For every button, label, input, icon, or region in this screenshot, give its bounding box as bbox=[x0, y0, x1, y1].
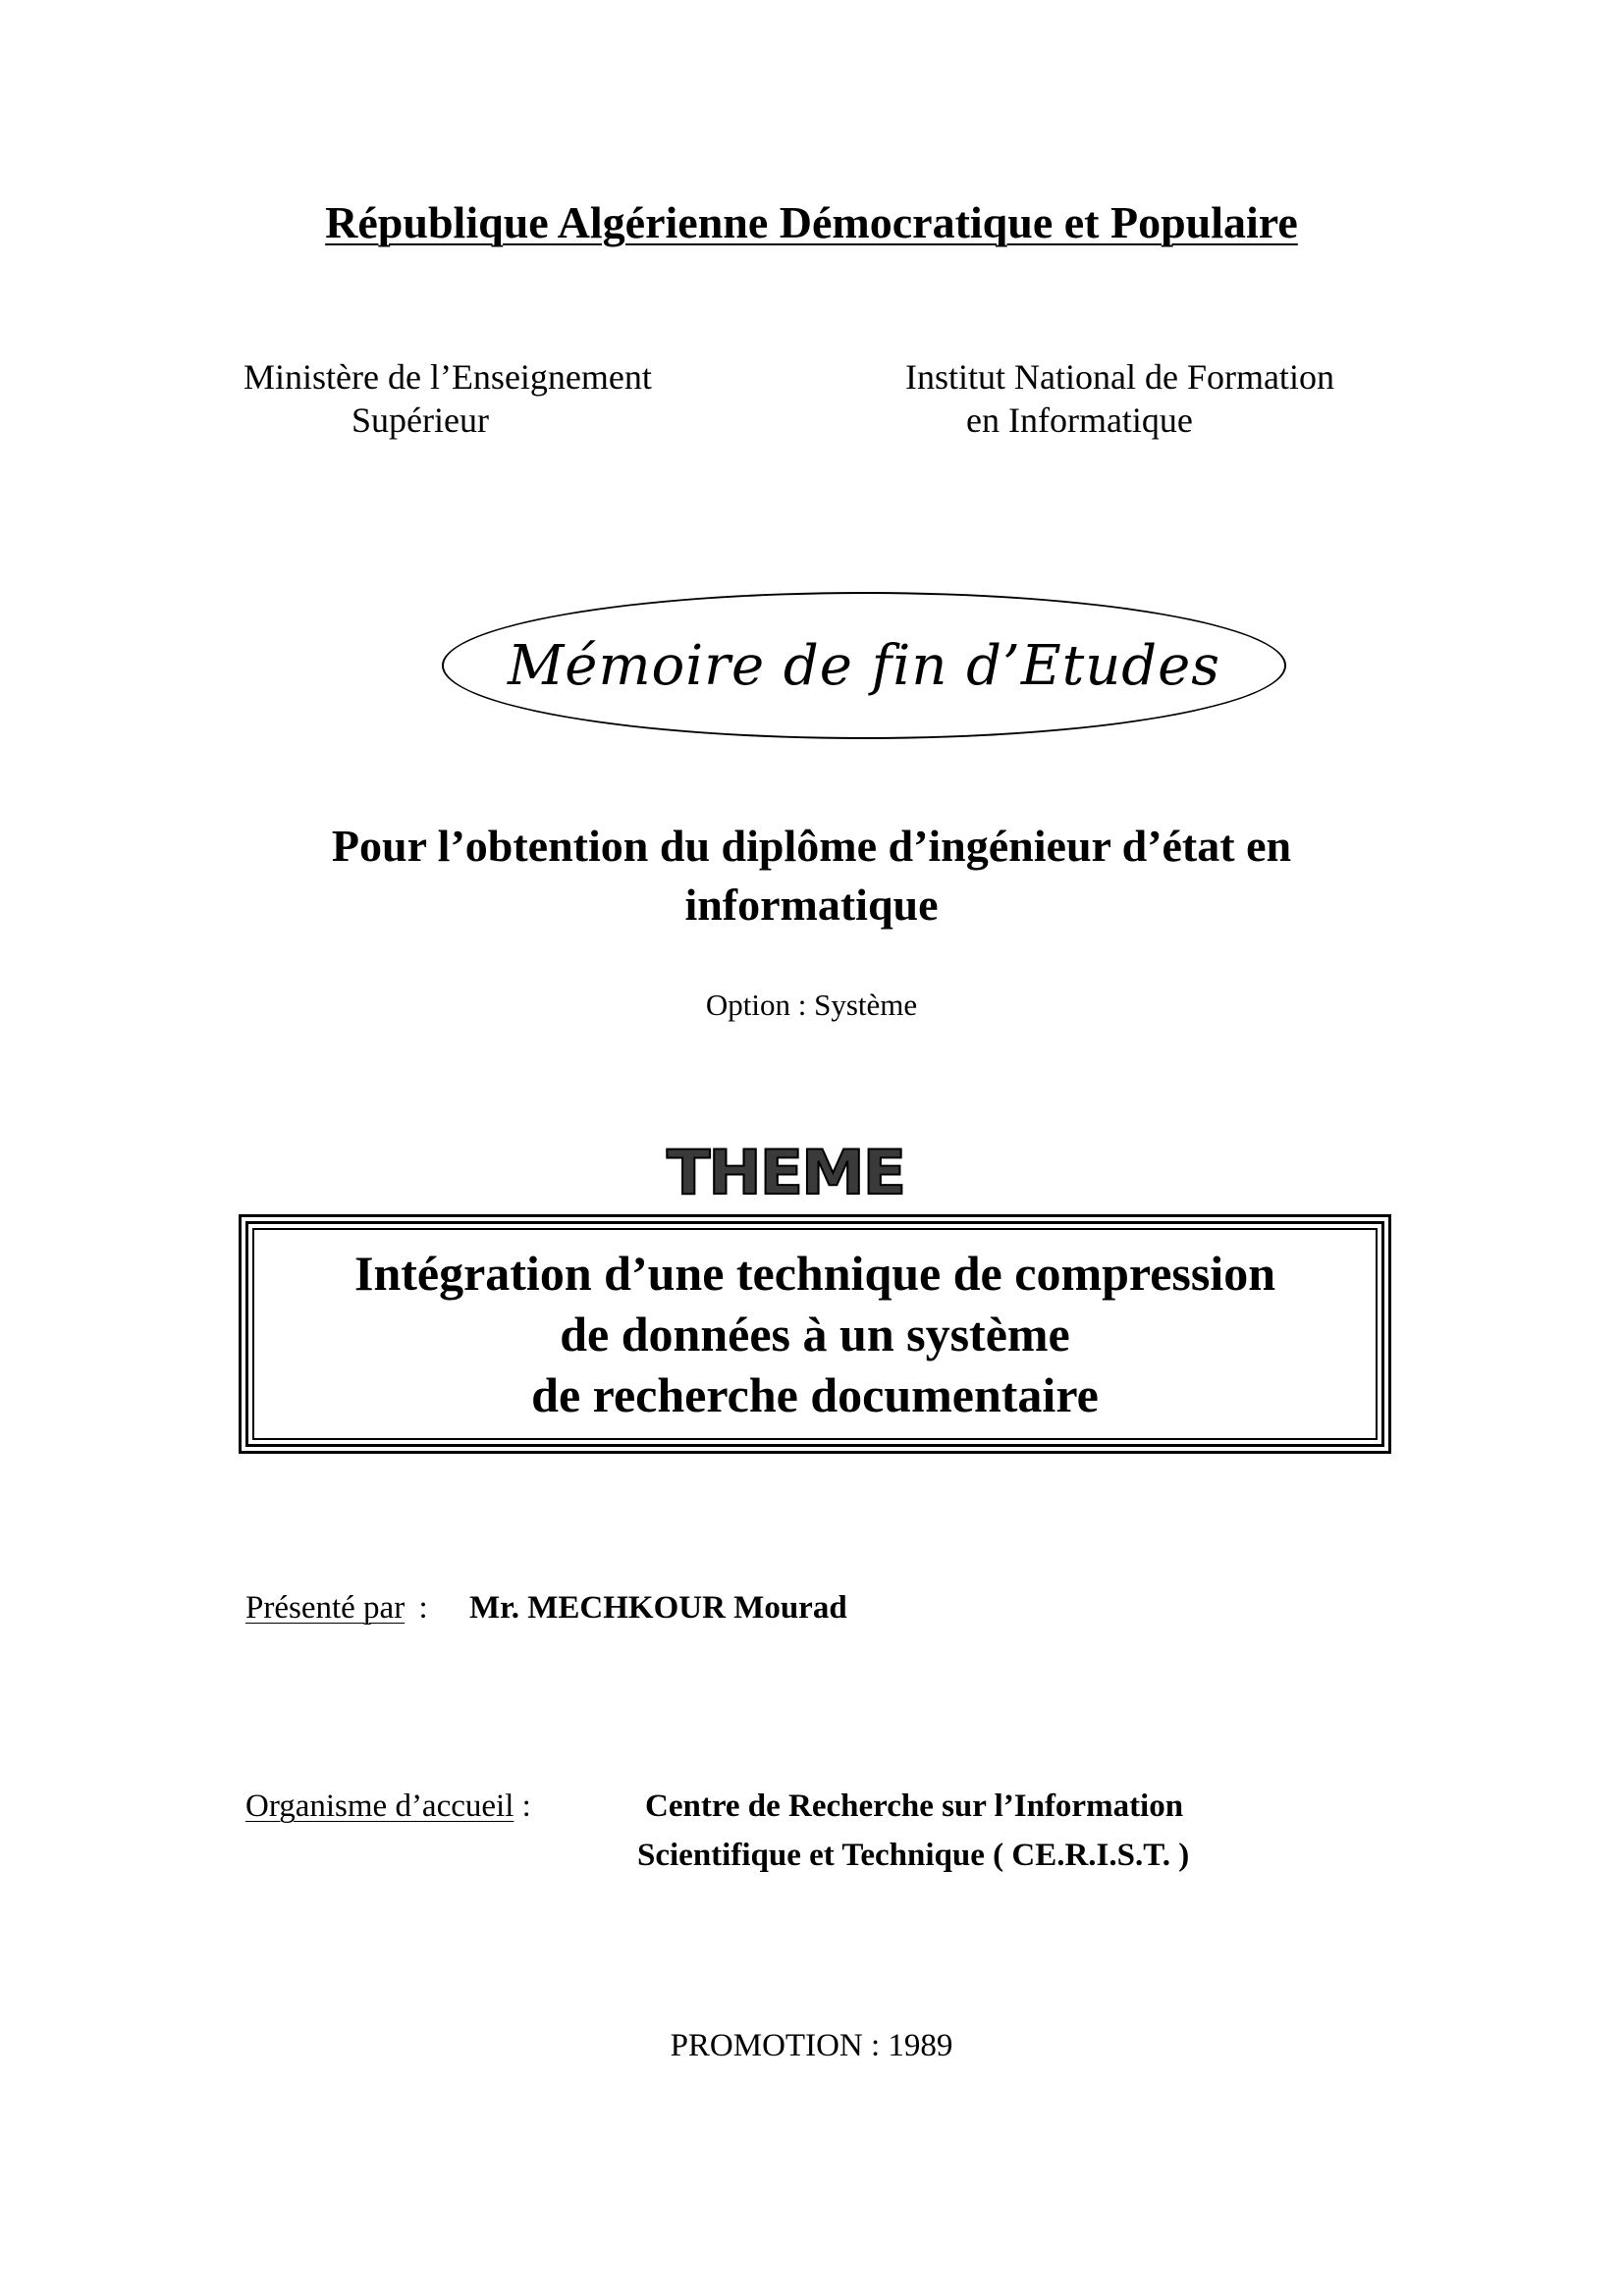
thesis-title-box bbox=[239, 1214, 1391, 1454]
host-line-2: Scientifique et Technique ( CE.R.I.S.T. ) bbox=[637, 1838, 1190, 1873]
republic-heading-text: République Algérienne Démocratique et Populaire bbox=[325, 197, 1298, 247]
title-line-1: Intégration d’une technique de compression bbox=[353, 1246, 1275, 1301]
title-line-2: de données à un système bbox=[560, 1307, 1070, 1362]
presented-by-row bbox=[245, 1590, 847, 1627]
institute-name bbox=[905, 355, 1416, 442]
purpose-line-2: informatique bbox=[684, 880, 939, 930]
ministry-line-2: Supérieur bbox=[352, 400, 489, 440]
host-separator: : bbox=[521, 1789, 531, 1824]
presented-by-label: Présenté par bbox=[245, 1590, 406, 1626]
institute-line-1: Institut National de Formation bbox=[905, 357, 1334, 397]
promotion-year: PROMOTION : 1989 bbox=[670, 2028, 953, 2063]
host-label: Organisme d’accueil bbox=[245, 1789, 514, 1824]
author-name: Mr. MECHKOUR Mourad bbox=[469, 1590, 847, 1626]
diploma-purpose bbox=[0, 817, 1623, 934]
institute-line-2: en Informatique bbox=[966, 400, 1193, 440]
host-line-1: Centre de Recherche sur l’Information bbox=[645, 1789, 1184, 1824]
purpose-line-1: Pour l’obtention du diplôme d’ingénieur d’état en bbox=[331, 821, 1292, 871]
option-text: Option : Système bbox=[705, 988, 918, 1022]
host-organization-row bbox=[245, 1782, 1190, 1873]
title-line-3: de recherche documentaire bbox=[531, 1367, 1099, 1422]
host-organization-name bbox=[637, 1782, 1190, 1880]
memoire-banner bbox=[442, 592, 1286, 739]
theme-label: THEME bbox=[666, 1137, 905, 1208]
presented-by-separator: : bbox=[418, 1590, 428, 1626]
republic-heading bbox=[0, 196, 1623, 248]
ministry-line-1: Ministère de l’Enseignement bbox=[243, 357, 652, 397]
memoire-banner-text: Mémoire de fin d’Etudes bbox=[507, 633, 1221, 698]
ministry-name bbox=[243, 355, 734, 442]
